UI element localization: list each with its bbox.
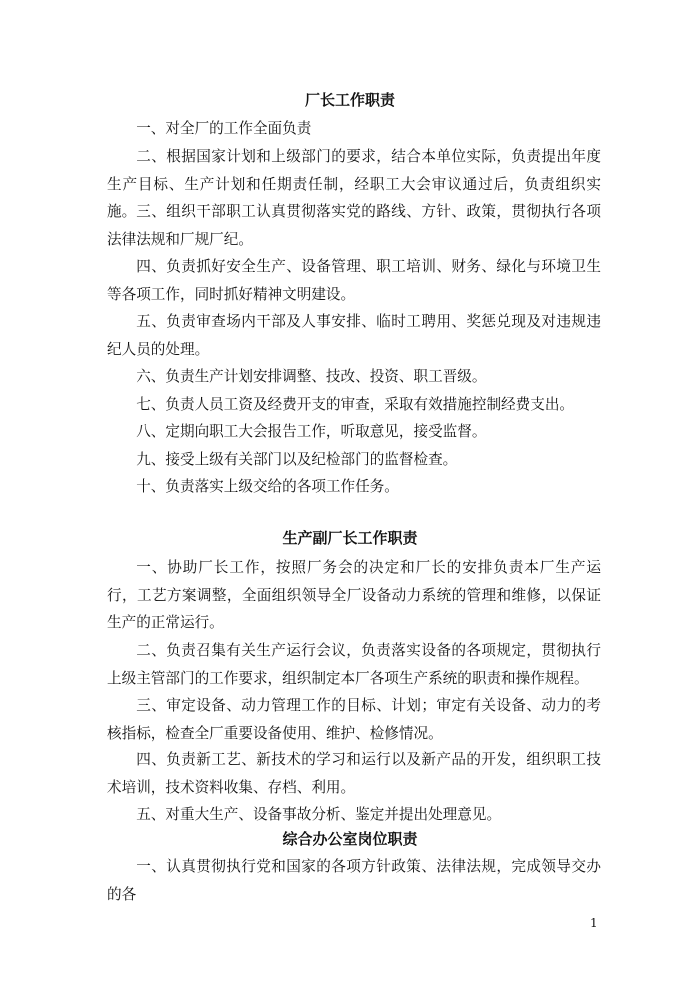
section-title: 厂长工作职责 <box>304 91 395 109</box>
paragraph: 八、定期向职工大会报告工作，听取意见，接受监督。 <box>136 423 487 440</box>
paragraph: 一、认真贯彻执行党和国家的各项方针政策、法律法规，完成领导交办的各 <box>107 858 601 903</box>
paragraph: 四、负责抓好安全生产、设备管理、职工培训、财务、绿化与环境卫生等各项工作，同时抓好精神文明建设。 <box>107 258 601 303</box>
section-title: 综合办公室岗位职责 <box>282 830 418 848</box>
paragraph: 一、对全厂的工作全面负责 <box>136 120 312 137</box>
section-title: 生产副厂长工作职责 <box>282 529 418 547</box>
paragraph: 二、负责召集有关生产运行会议，负责落实设备的各项规定，贯彻执行上级主管部门的工作要求，组织制定本厂各项生产系统的职责和操作规程。 <box>107 642 601 687</box>
paragraph: 九、接受上级有关部门以及纪检部门的监督检查。 <box>136 451 458 468</box>
paragraph: 七、负责人员工资及经费开支的审查，采取有效措施控制经费支出。 <box>136 396 575 413</box>
paragraph: 二、根据国家计划和上级部门的要求，结合本单位实际，负责提出年度生产目标、生产计划和任期责任制，经职工大会审议通过后，负责组织实施。 <box>107 148 601 220</box>
paragraph: 五、对重大生产、设备事故分析、鉴定并提出处理意见。 <box>136 806 502 823</box>
paragraph: 六、负责生产计划安排调整、技改、投资、职工晋级。 <box>136 368 487 385</box>
paragraph: 十、负责落实上级交给的各项工作任务。 <box>136 478 399 495</box>
paragraph: 五、负责审查场内干部及人事安排、临时工聘用、奖惩兑现及对违规违纪人员的处理。 <box>107 313 601 358</box>
page-number: 1 <box>590 916 598 930</box>
paragraph: 三、审定设备、动力管理工作的目标、计划；审定有关设备、动力的考核指标，检查全厂重要设备使用、维护、检修情况。 <box>107 697 601 742</box>
paragraph: 三、组织干部职工认真贯彻落实党的路线、方针、政策，贯彻执行各项法律法规和厂规厂纪。 <box>107 203 601 248</box>
paragraph: 一、协助厂长工作，按照厂务会的决定和厂长的安排负责本厂生产运行，工艺方案调整，全面组织领导全厂设备动力系统的管理和维修，以保证生产的正常运行。 <box>107 559 601 631</box>
paragraph: 四、负责新工艺、新技术的学习和运行以及新产品的开发，组织职工技术培训，技术资料收集、存档、利用。 <box>107 751 601 796</box>
